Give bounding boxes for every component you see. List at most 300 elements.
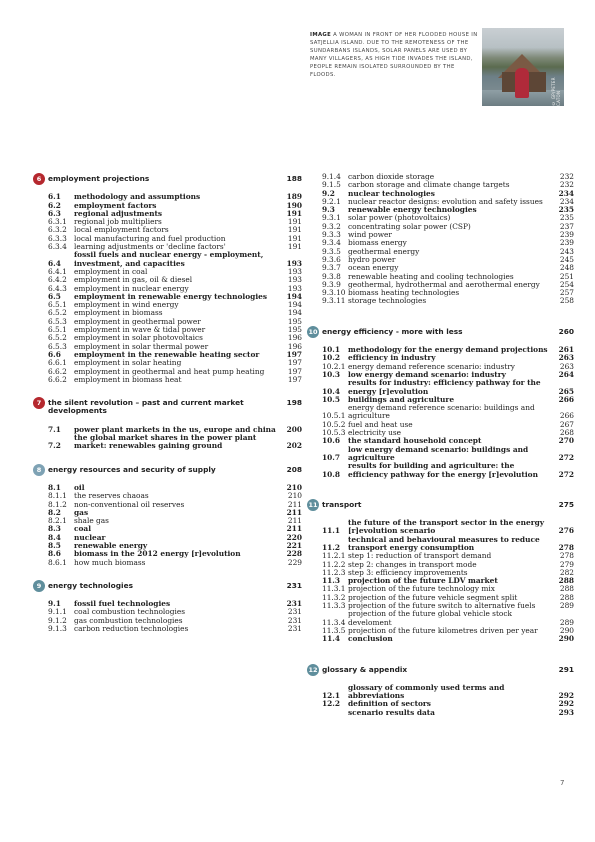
toc-entry-page: 276 (558, 526, 574, 536)
chapter-heading (307, 326, 574, 336)
chapter-page: 275 (558, 499, 574, 509)
toc-entry-number: 9.3.3 (322, 230, 341, 240)
toc-entry-page: 272 (558, 452, 574, 462)
toc-entry-title: the standard household concept (348, 436, 482, 446)
toc-entry (322, 519, 574, 536)
toc-entry-page: 254 (559, 279, 574, 289)
toc-entry-title: employment in solar thermal power (74, 341, 209, 351)
chapter-number-badge: 12 (308, 665, 318, 674)
toc-entry-number: 11.2.3 (322, 567, 346, 577)
toc-entry-title: glossary of commonly used terms and abbreviations (348, 682, 505, 701)
toc-entry-number: 10.2 (322, 353, 341, 363)
toc-entry-title: employment in solar heating (74, 358, 182, 368)
toc-entry-number: 9.2 (322, 188, 335, 198)
toc-entry-title: methodology for the energy demand projections (348, 345, 548, 355)
toc-entry-number: 6.3.1 (48, 217, 67, 227)
toc-entry-page: 288 (559, 592, 574, 602)
toc-entry-title: the future of the transport sector in the energy [r]evolution scenario (348, 518, 545, 536)
toc-entry-number: 10.1 (322, 345, 341, 355)
toc-entry-page: 191 (287, 242, 302, 252)
toc-entry-title: employment in biomass heat (74, 374, 182, 384)
toc-entry-page: 210 (287, 491, 302, 501)
toc-entries (322, 173, 574, 306)
toc-entry-title: employment in renewable energy technologies (74, 291, 268, 301)
chapter-number-badge: 11 (308, 500, 318, 509)
toc-entry-title: nuclear (74, 532, 106, 542)
toc-right-column (307, 173, 574, 717)
toc-entry-title: conclusion (348, 634, 393, 644)
toc-entry (322, 709, 574, 717)
toc-entry-number: 9.3 (322, 205, 335, 215)
toc-entry-page: 264 (558, 369, 574, 379)
chapter-number-badge: 6 (33, 173, 45, 185)
toc-entry-title: projection of the future switch to alternative fuels (348, 601, 536, 611)
toc-entry-page: 245 (559, 254, 574, 264)
toc-entry-title: concentrating solar power (CSP) (348, 221, 471, 231)
chapter-block (33, 580, 302, 633)
toc-entry-number: 8.3 (48, 524, 61, 534)
chapter-heading (307, 664, 574, 674)
toc-entry-number: 6.4.2 (48, 275, 67, 285)
toc-entry-page: 197 (287, 366, 302, 376)
toc-entry-page: 231 (287, 624, 302, 634)
toc-entry-page: 193 (286, 258, 302, 268)
toc-entry-number: 12.2 (322, 699, 341, 709)
toc-entry-page: 231 (287, 607, 302, 617)
toc-entry-title: projection of the future vehicle segment split (348, 592, 518, 602)
toc-entry-page: 235 (558, 205, 574, 215)
toc-left-column (33, 173, 302, 633)
toc-entry-number: 11.3.5 (322, 625, 346, 635)
toc-entry-title: local manufacturing and fuel production (74, 233, 226, 243)
chapter-heading (33, 580, 302, 590)
chapter-block (33, 173, 302, 384)
toc-entry-title: the reserves chaoas (74, 491, 149, 501)
toc-entry-title: employment in biomass (74, 308, 163, 318)
toc-entry-title: results for building and agriculture: the efficiency pathway for the energy [r]evolution (348, 461, 538, 479)
toc-entry-page: 267 (559, 419, 574, 429)
toc-entry-title: methodology and assumptions (74, 192, 201, 202)
chapter-page: 231 (286, 580, 302, 590)
toc-entry-number: 8.1 (48, 482, 61, 492)
toc-entry-title: employment in the renewable heating sector (74, 349, 260, 359)
toc-entry-number: 9.3.7 (322, 263, 341, 273)
toc-entry-title: employment in wind energy (74, 300, 179, 310)
toc-entry-page: 194 (286, 291, 302, 301)
toc-entry-page: 211 (287, 516, 302, 526)
toc-entry-page: 228 (286, 549, 302, 559)
image-caption (310, 31, 478, 79)
toc-entry-title: gas combustion technologies (74, 615, 183, 625)
toc-entry-number: 10.2.1 (322, 361, 346, 371)
toc-entry-number: 10.6 (322, 436, 341, 446)
toc-entry-number: 10.5.2 (322, 419, 346, 429)
toc-entry-title: nuclear technologies (348, 188, 435, 198)
toc-entry-page: 202 (286, 441, 302, 451)
toc-entry-number: 11.2.1 (322, 551, 346, 561)
toc-entry-page: 191 (287, 225, 302, 235)
toc-entry-title: wind power (348, 230, 392, 240)
toc-entry-number: 12.1 (322, 691, 341, 701)
toc-entry-title: renewable energy technologies (348, 205, 477, 215)
toc-entry-number: 10.5.3 (322, 428, 346, 438)
toc-entry-number: 6.3.2 (48, 225, 67, 235)
toc-entry-number: 11.3.2 (322, 592, 346, 602)
toc-entry-title: employment in solar photovoltaics (74, 333, 203, 343)
toc-entry-title: projection of the future global vehicle stock develoment (348, 609, 513, 627)
toc-entry-number: 6.4.1 (48, 266, 67, 276)
toc-entry-page: 278 (559, 551, 574, 561)
toc-entry-number: 9.3.9 (322, 279, 341, 289)
toc-entry-number: 6.3.3 (48, 233, 67, 243)
chapter-title: energy resources and security of supply (48, 464, 216, 474)
toc-entry-page: 288 (559, 584, 574, 594)
toc-entry-page: 193 (287, 283, 302, 293)
toc-entry-number: 9.1.3 (48, 624, 67, 634)
chapter-block (307, 326, 574, 479)
toc-entry (48, 434, 302, 451)
toc-entry-title: technical and behavioural measures to reduce transport energy consumption (348, 534, 540, 552)
chapter-title: transport (322, 499, 362, 509)
toc-entry-page: 251 (559, 271, 574, 281)
toc-entry-title: hydro power (348, 254, 396, 264)
toc-entry-page: 258 (559, 296, 574, 306)
toc-entry-page: 229 (287, 557, 302, 567)
toc-entry-page: 289 (559, 617, 574, 627)
chapter-block (307, 664, 574, 717)
toc-entries (48, 484, 302, 567)
toc-entry-number: 11.3.1 (322, 584, 346, 594)
toc-entry-page: 231 (287, 615, 302, 625)
toc-entry-title: employment in nuclear energy (74, 283, 189, 293)
toc-entry-number: 8.6.1 (48, 557, 67, 567)
toc-entry-page: 200 (286, 424, 302, 434)
toc-entry-title: step 2: changes in transport mode (348, 559, 477, 569)
toc-entry-page: 292 (558, 691, 574, 701)
chapter-title: employment projections (48, 174, 150, 183)
toc-entry-number: 10.8 (322, 469, 341, 479)
toc-entry-number: 10.7 (322, 452, 341, 462)
toc-entry-number: 6.6.1 (48, 358, 67, 368)
toc-entry-number: 9.1.4 (322, 172, 341, 181)
toc-entry-page: 191 (287, 217, 302, 227)
toc-entry-number: 9.2.1 (322, 196, 341, 206)
toc-entries (322, 519, 574, 643)
toc-entry-page: 257 (559, 288, 574, 298)
toc-entry-title: biomass in the 2012 energy [r]evolution (74, 549, 241, 559)
toc-entry-title: projection of the future kilometres driven per year (348, 625, 538, 635)
chapter-block (307, 499, 574, 644)
toc-entry-page: 282 (559, 567, 574, 577)
toc-entry-page: 292 (558, 699, 574, 709)
toc-entry-title: employment in geothermal power (74, 316, 201, 326)
toc-entry-number: 6.5.1 (48, 300, 67, 310)
toc-entry-number: 6.5 (48, 291, 61, 301)
toc-entry-page: 268 (559, 428, 574, 438)
toc-entry (322, 297, 574, 305)
toc-entry-page: 197 (287, 374, 302, 384)
toc-entry-page: 290 (559, 625, 574, 635)
toc-entry-page: 235 (559, 213, 574, 223)
toc-entry-number: 6.3.4 (48, 242, 67, 252)
toc-entry-number: 11.3.4 (322, 617, 346, 627)
chapter-page: 208 (286, 464, 302, 474)
chapter-page: 188 (286, 174, 302, 183)
chapter-heading (33, 173, 302, 183)
toc-entry-page: 261 (558, 345, 574, 355)
toc-entry-page: 266 (558, 394, 574, 404)
toc-entry-number: 11.3.3 (322, 601, 346, 611)
toc-entry-number: 9.3.6 (322, 254, 341, 264)
toc-entry-number: 8.5 (48, 540, 61, 550)
toc-entry-page: 290 (558, 634, 574, 644)
toc-entry-title: fossil fuel technologies (74, 599, 171, 609)
toc-entry-title: storage technologies (348, 296, 427, 306)
toc-entry-number: 8.1.2 (48, 499, 67, 509)
toc-entry-number: 7.1 (48, 424, 61, 434)
toc-entry-title: shale gas (74, 516, 109, 526)
toc-entry-title: projection of the future LDV market (348, 576, 498, 586)
toc-entry-title: biomass energy (348, 238, 407, 248)
chapter-page: 260 (558, 326, 574, 336)
toc-entry-number: 9.1 (48, 599, 61, 609)
toc-entry-page: 232 (559, 180, 574, 190)
chapter-heading (33, 397, 302, 416)
toc-entry-title: biomass heating technologies (348, 288, 460, 298)
chapter-block (33, 464, 302, 567)
chapter-page: 198 (286, 398, 302, 408)
toc-entry-title: step 1: reduction of transport demand (348, 551, 492, 561)
toc-entries (48, 600, 302, 633)
toc-entry-number: 8.2 (48, 507, 61, 517)
toc-entry-number: 9.3.10 (322, 288, 346, 298)
toc-entry-number: 6.3 (48, 208, 61, 218)
chapter-number-badge: 8 (33, 464, 45, 476)
chapter-page: 291 (558, 664, 574, 674)
toc-entry-title: low energy demand scenario: industry (348, 369, 506, 379)
toc-entry-page: 270 (558, 436, 574, 446)
toc-entry-page: 293 (558, 707, 574, 717)
toc-entry-page: 239 (559, 238, 574, 248)
toc-entry-page: 194 (287, 308, 302, 318)
toc-entry-page: 266 (559, 411, 574, 421)
toc-entry-page: 194 (287, 300, 302, 310)
toc-entry (48, 251, 302, 268)
toc-entry-number: 8.4 (48, 532, 61, 542)
toc-entry-title: regional job multipliers (74, 217, 162, 227)
toc-entry-number: 9.3.11 (322, 296, 346, 306)
toc-entry-page: 220 (286, 532, 302, 542)
toc-entry (322, 462, 574, 479)
toc-entry-page: 288 (558, 576, 574, 586)
toc-entry-title: projection of the future technology mix (348, 584, 495, 594)
toc-entry-number: 6.4.3 (48, 283, 67, 293)
toc-entry-title: regional adjustments (74, 208, 163, 218)
chapter-heading (33, 464, 302, 474)
chapter-title: the silent revolution – past and current market developments (48, 398, 244, 416)
toc-entry-page: 221 (286, 540, 302, 550)
toc-entry-title: the global market shares in the power plant market: renewables gaining ground (74, 433, 257, 451)
toc-entry-title: geothermal energy (348, 246, 420, 256)
toc-entry-title: learning adjustments or 'decline factors' (74, 242, 226, 252)
toc-entry-title: coal combustion technologies (74, 607, 186, 617)
toc-entry-number: 7.2 (48, 441, 61, 451)
toc-entry-number: 10.4 (322, 386, 341, 396)
toc-entry-title: efficiency in industry (348, 353, 436, 363)
toc-entry (322, 379, 574, 396)
toc-entry-title: gas (74, 507, 89, 517)
toc-entry-number: 6.1 (48, 192, 61, 202)
toc-entry-title: carbon storage and climate change targets (348, 180, 510, 190)
chapter-heading (307, 499, 574, 509)
toc-entry-number: 6.6.2 (48, 366, 67, 376)
chapter-block (33, 397, 302, 450)
chapter-title: glossary & appendix (322, 664, 408, 674)
chapter-title: energy efficiency - more with less (322, 326, 463, 336)
toc-entry-number: 6.5.2 (48, 308, 67, 318)
toc-entry-page: 272 (558, 469, 574, 479)
toc-entry-number: 9.1.2 (48, 615, 67, 625)
toc-entry-title: ocean energy (348, 263, 399, 273)
toc-entry-title: power plant markets in the us, europe and china (74, 424, 276, 434)
toc-entry-page: 195 (287, 325, 302, 335)
chapter-number-badge: 9 (33, 580, 45, 592)
toc-entry-number: 6.5.3 (48, 316, 67, 326)
toc-entry-number: 9.3.8 (322, 271, 341, 281)
toc-entry-title: employment in geothermal and heat pump heating (74, 366, 265, 376)
toc-entry-number: 6.5.3 (48, 341, 67, 351)
toc-entry-page: 231 (286, 599, 302, 609)
toc-entry-page: 234 (559, 196, 574, 206)
toc-entry-page: 263 (559, 361, 574, 371)
toc-entry-title: energy demand reference scenario: buildings and agriculture (348, 403, 535, 421)
toc-entry-page: 243 (559, 246, 574, 256)
toc-entry-title: oil (74, 482, 85, 492)
toc-entry (322, 446, 574, 463)
toc-entry-title: how much biomass (74, 557, 146, 567)
toc-entry-number: 9.3.5 (322, 246, 341, 256)
toc-entry-title: employment in wave & tidal power (74, 325, 206, 335)
toc-entry-number: 9.3.2 (322, 221, 341, 231)
toc-entry-page: 211 (286, 524, 302, 534)
toc-entry (48, 376, 302, 384)
toc-entry (322, 404, 574, 421)
toc-entry-number: 6.6.2 (48, 374, 67, 384)
toc-entry-title: local employment factors (74, 225, 169, 235)
toc-entry (322, 610, 574, 627)
toc-entry-page: 237 (559, 221, 574, 231)
flood-photo (482, 28, 564, 106)
toc-entries (322, 346, 574, 479)
toc-entry-title: renewable energy (74, 540, 148, 550)
toc-entry-title: geothermal, hydrothermal and aerothermal energy (348, 279, 540, 289)
toc-entry-title: carbon reduction technologies (74, 624, 189, 634)
toc-entry-page: 289 (559, 601, 574, 611)
page-number: 7 (560, 779, 565, 787)
toc-entry (48, 559, 302, 567)
toc-entry-number: 11.1 (322, 526, 341, 536)
woman-figure (515, 68, 529, 98)
toc-entry-title: scenario results data (348, 707, 435, 717)
toc-entry-title: fossil fuels and nuclear energy - employment, investment, and capacities (74, 250, 264, 268)
toc-entry-title: employment factors (74, 200, 157, 210)
toc-entry-page: 211 (287, 499, 302, 509)
toc-entry-page: 191 (287, 233, 302, 243)
toc-entry-page: 234 (558, 188, 574, 198)
toc-entry-number: 6.5.1 (48, 325, 67, 335)
toc-entry-number: 6.6 (48, 349, 61, 359)
toc-entry-number: 9.3.1 (322, 213, 341, 223)
toc-entry-number: 9.3.4 (322, 238, 341, 248)
toc-entries (322, 684, 574, 717)
toc-entry-title: results for industry: efficiency pathway for the energy [r]evolution (348, 378, 541, 396)
toc-entry-page: 279 (559, 559, 574, 569)
toc-entry-number: 6.5.2 (48, 333, 67, 343)
toc-entry-number: 8.1.1 (48, 491, 67, 501)
toc-entry-title: coal (74, 524, 92, 534)
toc-entry-title: nuclear reactor designs: evolution and safety issues (348, 196, 543, 206)
toc-entry-title: renewable heating and cooling technologies (348, 271, 514, 281)
toc-entry-page: 278 (558, 542, 574, 552)
toc-entries (48, 193, 302, 384)
chapter-title: energy technologies (48, 580, 133, 590)
toc-entry-page: 265 (558, 386, 574, 396)
toc-entry-page: 232 (559, 172, 574, 181)
caption-label: IMAGE (310, 32, 332, 38)
toc-entry-page: 210 (286, 482, 302, 492)
chapter-number-badge: 7 (33, 397, 45, 409)
toc-entry-page: 197 (286, 349, 302, 359)
toc-entry-number: 8.6 (48, 549, 61, 559)
toc-entry-number: 11.3 (322, 576, 341, 586)
toc-entry-page: 191 (286, 208, 302, 218)
toc-entry-page: 193 (287, 266, 302, 276)
toc-entry-title: employment in coal (74, 266, 148, 276)
toc-entry-page: 239 (559, 230, 574, 240)
toc-entry-number: 11.2.2 (322, 559, 346, 569)
toc-entry-title: fuel and heat use (348, 419, 413, 429)
toc-entry-number: 9.1.1 (48, 607, 67, 617)
toc-entry-title: non-conventional oil reserves (74, 499, 185, 509)
toc-entry-title: low energy demand scenario: buildings and agriculture (348, 444, 529, 462)
toc-entry-page: 263 (558, 353, 574, 363)
toc-entry (48, 625, 302, 633)
toc-entry-page: 248 (559, 263, 574, 273)
toc-entry-number: 9.1.5 (322, 180, 341, 190)
toc-entry-page: 190 (286, 200, 302, 210)
toc-entry-number: 10.5.1 (322, 411, 346, 421)
toc-entry-title: buildings and agriculture (348, 394, 455, 404)
toc-entry-number: 10.5 (322, 394, 341, 404)
toc-entry-page: 196 (287, 341, 302, 351)
toc-entry-title: energy demand reference scenario: industry (348, 361, 515, 371)
toc-entry (322, 684, 574, 701)
toc-entry-number: 6.2 (48, 200, 61, 210)
toc-entry-number: 8.2.1 (48, 516, 67, 526)
chapter-number-badge: 10 (308, 327, 318, 336)
toc-entry-number: 11.4 (322, 634, 341, 644)
toc-entry (322, 635, 574, 643)
toc-entry-number: 6.4 (48, 258, 61, 268)
toc-entry-page: 189 (286, 192, 302, 202)
toc-entry-page: 196 (287, 333, 302, 343)
toc-entry-title: electricity use (348, 428, 402, 438)
toc-entry (322, 536, 574, 553)
photo-credit: © GP/PETER CATON (551, 77, 561, 106)
toc-entry-title: definition of sectors (348, 699, 431, 709)
toc-entry-number: 11.2 (322, 542, 341, 552)
toc-entry-page: 195 (287, 316, 302, 326)
